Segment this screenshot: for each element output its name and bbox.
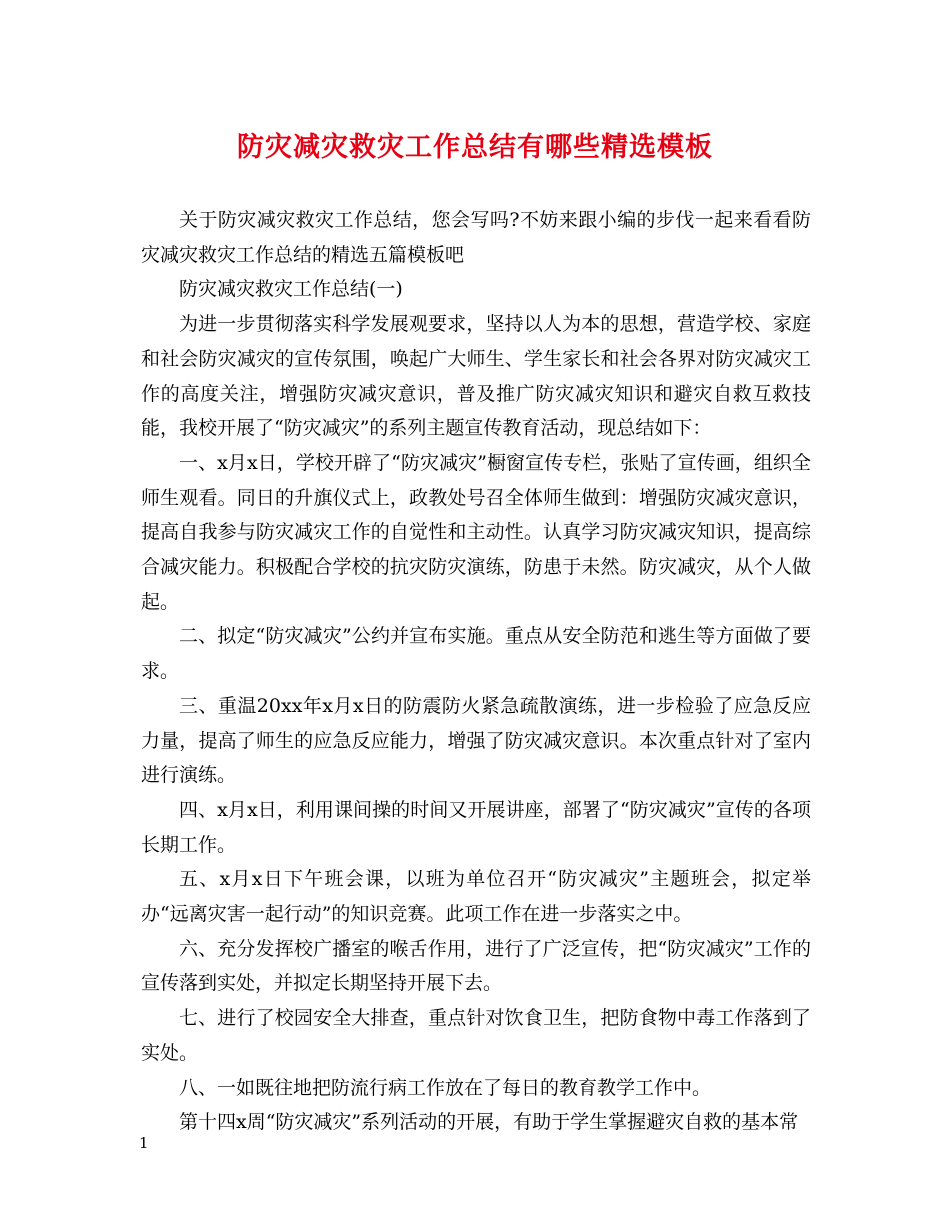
body-paragraph: 六、充分发挥校广播室的喉舌作用，进行了广泛宣传，把“防灾减灾”工作的宣传落到实处，并拟定长期坚持开展下去。 — [141, 937, 811, 995]
body-paragraph: 八、一如既往地把防流行病工作放在了每日的教育教学工作中。 — [179, 1076, 712, 1099]
body-paragraph: 四、x月x日，利用课间操的时间又开展讲座，部署了“防灾减灾”宣传的各项长期工作。 — [141, 798, 811, 856]
section-heading: 防灾减灾救灾工作总结(一) — [179, 278, 403, 301]
page-number: 1 — [139, 1134, 149, 1152]
body-paragraph: 第十四x周“防灾减灾”系列活动的开展，有助于学生掌握避灾自救的基本常 — [179, 1111, 799, 1134]
intro-paragraph: 关于防灾减灾救灾工作总结，您会写吗?不妨来跟小编的步伐一起来看看防灾减灾救灾工作总结的精选五篇模板吧 — [141, 209, 811, 266]
body-paragraph: 七、进行了校园安全大排查，重点针对饮食卫生，把防食物中毒工作落到了实处。 — [141, 1007, 811, 1064]
document-title: 防灾减灾救灾工作总结有哪些精选模板 — [237, 132, 713, 163]
body-paragraph: 为进一步贯彻落实科学发展观要求，坚持以人为本的思想，营造学校、家庭和社会防灾减灾的宣传氛围，唤起广大师生、学生家长和社会各界对防灾减灾工作的高度关注，增强防灾减灾意识，普及推广防灾减灾知识和避灾自救互救技能，我校开展了“防灾减灾”的系列主题宣传教育活动，现总结如下： — [141, 313, 811, 440]
document-body — [141, 203, 811, 1140]
body-paragraph: 一、x月x日，学校开辟了“防灾减灾”橱窗宣传专栏，张贴了宣传画，组织全师生观看。同日的升旗仪式上，政教处号召全体师生做到：增强防灾减灾意识，提高自我参与防灾减灾工作的自觉性和主动性。认真学习防灾减灾知识，提高综合减灾能力。积极配合学校的抗灾防灾演练，防患于未然。防灾减灾，从个人做起。 — [141, 451, 811, 613]
body-paragraph: 三、重温20xx年x月x日的防震防火紧急疏散演练，进一步检验了应急反应力量，提高了师生的应急反应能力，增强了防灾减灾意识。本次重点针对了室内进行演练。 — [141, 694, 811, 787]
body-paragraph: 二、拟定“防灾减灾”公约并宣布实施。重点从安全防范和逃生等方面做了要求。 — [141, 625, 811, 683]
body-paragraph: 五、x月x日下午班会课，以班为单位召开“防灾减灾”主题班会，拟定举办“远离灾害一起行动”的知识竞赛。此项工作在进一步落实之中。 — [141, 868, 811, 926]
